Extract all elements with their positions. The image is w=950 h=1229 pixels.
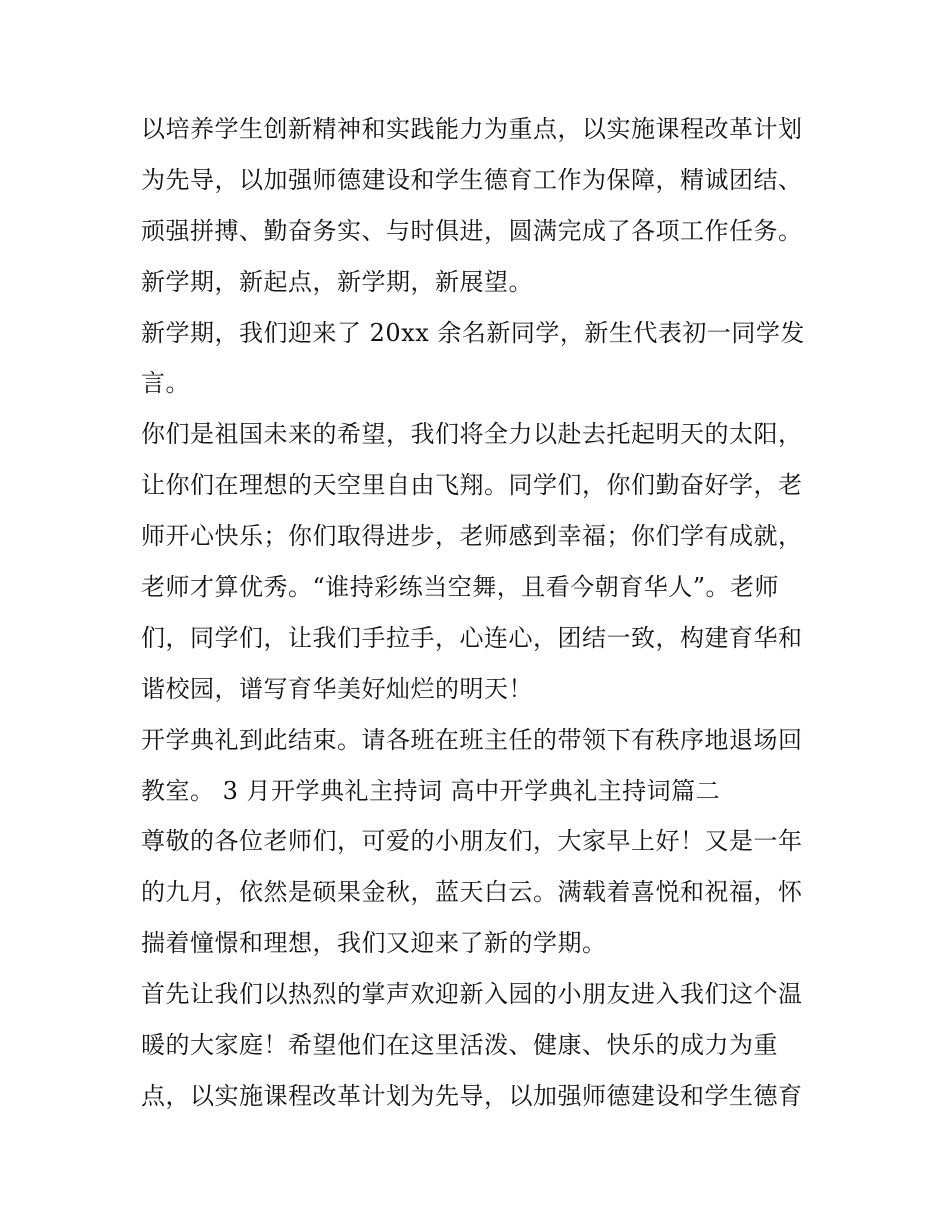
text-line: 首先让我们以热烈的掌声欢迎新入园的小朋友进入我们这个温 <box>141 980 803 1009</box>
text-line: 为先导，以加强师德建设和学生德育工作为保障，精诚团结、 <box>141 165 803 194</box>
text-line: 教室。 3 月开学典礼主持词 高中开学典礼主持词篇二 <box>141 776 721 805</box>
text-line: 老师才算优秀。“谁持彩练当空舞，且看今朝育华人”。老师 <box>141 573 780 602</box>
text-line: 新学期，新起点，新学期，新展望。 <box>141 267 533 296</box>
text-line: 尊敬的各位老师们，可爱的小朋友们，大家早上好！又是一年 <box>141 827 803 856</box>
text-line: 你们是祖国未来的希望，我们将全力以赴去托起明天的太阳， <box>141 420 803 449</box>
text-line: 的九月，依然是硕果金秋，蓝天白云。满载着喜悦和祝福，怀 <box>141 878 803 907</box>
text-line: 谐校园，谱写育华美好灿烂的明天！ <box>141 674 533 703</box>
text-line: 开学典礼到此结束。请各班在班主任的带领下有秩序地退场回 <box>141 725 803 754</box>
text-line: 揣着憧憬和理想，我们又迎来了新的学期。 <box>141 929 607 958</box>
document-body <box>141 104 821 1122</box>
text-line: 言。 <box>141 369 190 398</box>
text-line: 暖的大家庭！希望他们在这里活泼、健康、快乐的成力为重 <box>141 1031 778 1060</box>
text-line: 让你们在理想的天空里自由飞翔。同学们，你们勤奋好学，老 <box>141 471 803 500</box>
text-line: 顽强拼搏、勤奋务实、与时俱进，圆满完成了各项工作任务。 <box>141 216 803 245</box>
text-line: 师开心快乐；你们取得进步，老师感到幸福；你们学有成就， <box>141 522 803 551</box>
text-line: 新学期，我们迎来了 20xx 余名新同学，新生代表初一同学发 <box>141 318 805 347</box>
text-line: 以培养学生创新精神和实践能力为重点，以实施课程改革计划 <box>141 115 803 143</box>
text-line: 点，以实施课程改革计划为先导，以加强师德建设和学生德育 <box>141 1081 803 1110</box>
text-line: 们，同学们，让我们手拉手，心连心，团结一致，构建育华和 <box>141 623 803 652</box>
